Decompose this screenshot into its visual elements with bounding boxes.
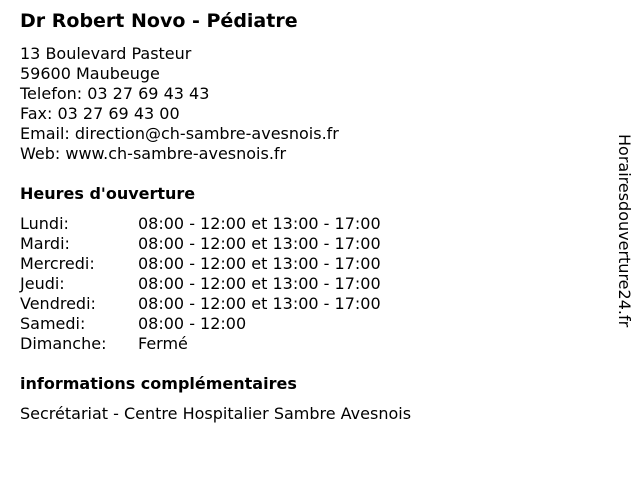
contact-block bbox=[20, 44, 339, 164]
hours-row-wednesday bbox=[20, 254, 440, 274]
day-label: Lundi: bbox=[20, 214, 69, 233]
additional-info-text: Secrétariat - Centre Hospitalier Sambre Avesnois bbox=[20, 404, 412, 423]
day-label: Jeudi: bbox=[20, 274, 65, 293]
day-label: Samedi: bbox=[20, 314, 86, 333]
time-range: 08:00 - 12:00 et 13:00 - 17:00 bbox=[138, 274, 381, 293]
address-street: 13 Boulevard Pasteur bbox=[20, 44, 192, 63]
hours-row-saturday bbox=[20, 314, 440, 334]
day-label: Mardi: bbox=[20, 234, 70, 253]
hours-row-friday bbox=[20, 294, 440, 314]
site-watermark: Horairesdouverture24.fr bbox=[615, 134, 634, 328]
time-range: 08:00 - 12:00 et 13:00 - 17:00 bbox=[138, 254, 381, 273]
time-range: 08:00 - 12:00 et 13:00 - 17:00 bbox=[138, 214, 381, 233]
day-label: Vendredi: bbox=[20, 294, 96, 313]
time-range: 08:00 - 12:00 et 13:00 - 17:00 bbox=[138, 294, 381, 313]
time-range: Fermé bbox=[138, 334, 188, 353]
opening-hours-table bbox=[20, 214, 440, 354]
hours-row-monday bbox=[20, 214, 440, 234]
opening-hours-heading: Heures d'ouverture bbox=[20, 184, 196, 203]
hours-row-tuesday bbox=[20, 234, 440, 254]
email-address: Email: direction@ch-sambre-avesnois.fr bbox=[20, 124, 339, 143]
fax-number: Fax: 03 27 69 43 00 bbox=[20, 104, 180, 123]
website-url: Web: www.ch-sambre-avesnois.fr bbox=[20, 144, 287, 163]
hours-row-thursday bbox=[20, 274, 440, 294]
time-range: 08:00 - 12:00 et 13:00 - 17:00 bbox=[138, 234, 381, 253]
day-label: Dimanche: bbox=[20, 334, 107, 353]
additional-info-heading: informations complémentaires bbox=[20, 374, 297, 393]
hours-row-sunday bbox=[20, 334, 440, 354]
time-range: 08:00 - 12:00 bbox=[138, 314, 247, 333]
page-title: Dr Robert Novo - Pédiatre bbox=[20, 10, 298, 32]
day-label: Mercredi: bbox=[20, 254, 95, 273]
address-city: 59600 Maubeuge bbox=[20, 64, 160, 83]
phone-number: Telefon: 03 27 69 43 43 bbox=[20, 84, 210, 103]
